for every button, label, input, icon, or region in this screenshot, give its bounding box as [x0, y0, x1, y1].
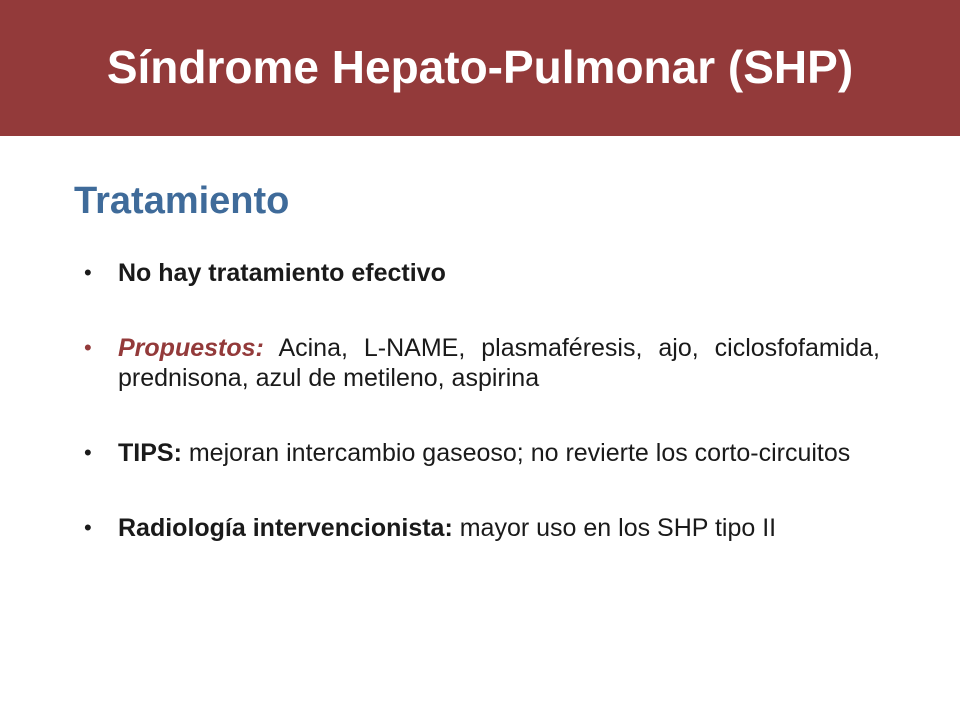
section-heading: Tratamiento [74, 180, 290, 222]
bullet-list [84, 258, 880, 543]
bullet-lead: Radiología intervencionista: [118, 514, 453, 542]
bullet-item [84, 513, 880, 543]
bullet-icon: • [84, 515, 92, 540]
bullet-text: Acina, L-NAME, plasmaféresis, ajo, ciclosfofamida, prednisona, azul de metileno, aspirina [118, 334, 880, 392]
bullet-item [84, 333, 880, 393]
bullet-icon: • [84, 335, 92, 360]
bullet-item [84, 258, 880, 288]
bullet-icon: • [84, 440, 92, 465]
bullet-icon: • [84, 260, 92, 285]
bullet-lead: No hay tratamiento efectivo [118, 259, 446, 287]
slide-title: Síndrome Hepato-Pulmonar (SHP) [106, 41, 854, 93]
bullet-lead: TIPS: [118, 439, 182, 467]
bullet-item [84, 438, 880, 468]
bullet-text: mejoran intercambio gaseoso; no revierte los corto-circuitos [181, 439, 851, 467]
bullet-text: mayor uso en los SHP tipo II [452, 514, 777, 542]
bullet-lead: Propuestos: [118, 334, 264, 362]
title-bar [0, 0, 960, 136]
